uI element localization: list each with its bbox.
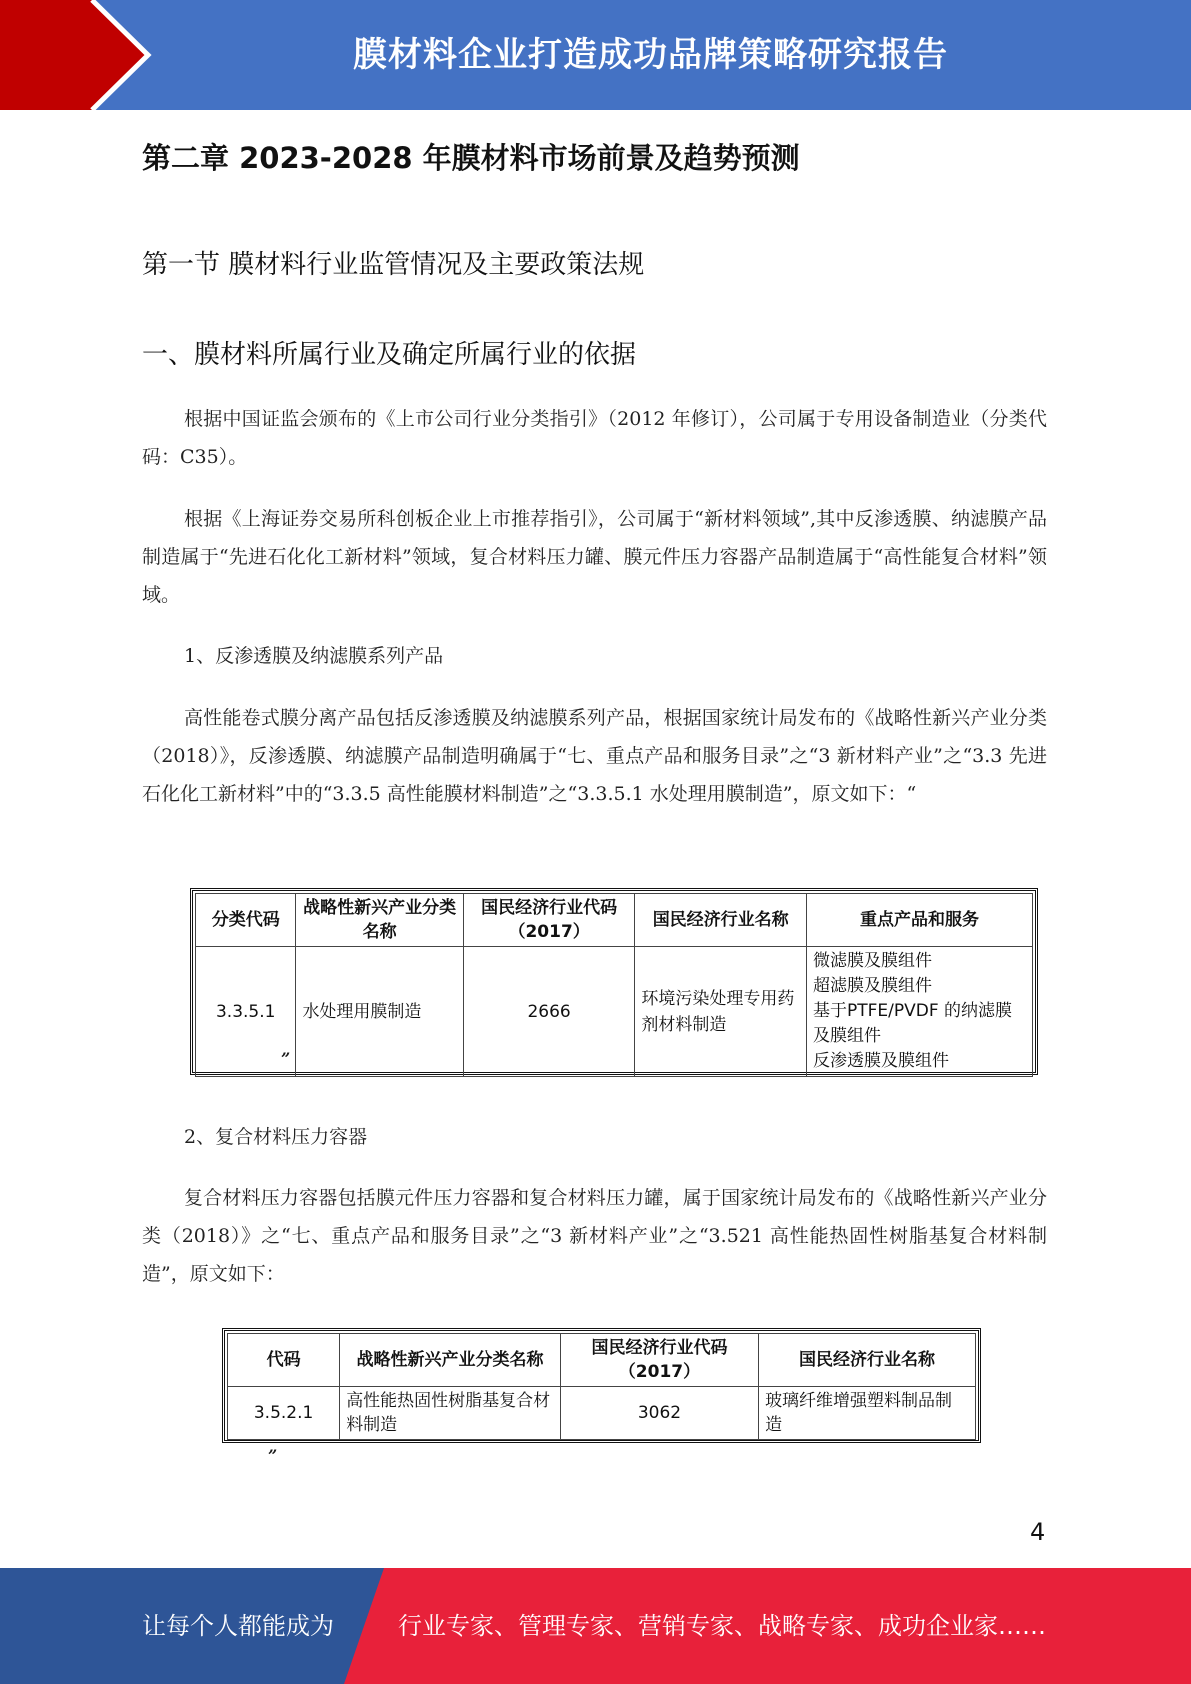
footer-slogan-left: 让每个人都能成为 [142,1612,334,1640]
table-header-cell: 国民经济行业代码（2017） [560,1334,758,1387]
table-header-row [228,1334,976,1387]
table-row [196,947,1033,1077]
table-header-cell: 国民经济行业名称 [759,1334,976,1387]
paragraph-star-market: 根据《上海证券交易所科创板企业上市推荐指引》，公司属于“新材料领域”,其中反渗透膜、纳滤膜产品制造属于“先进石化化工新材料”领域，复合材料压力罐、膜元件压力容器产品制造属于“高性能复合材料”领域。 [142,508,1047,606]
subsection-title: 一、膜材料所属行业及确定所属行业的依据 [142,340,637,370]
paragraph-pressure-vessel: 复合材料压力容器包括膜元件压力容器和复合材料压力罐，属于国家统计局发布的《战略性新兴产业分类（2018）》之“七、重点产品和服务目录”之“3 新材料产业”之“3.521 高性能热固性树脂基复合材料制造”，原文如下： [142,1187,1047,1285]
section-title: 第一节 膜材料行业监管情况及主要政策法规 [142,250,645,280]
paragraph-industry-classification: 根据中国证监会颁布的《上市公司行业分类指引》（2012 年修订），公司属于专用设备制造业（分类代码：C35）。 [142,408,1047,468]
closing-quote-mark: ” [281,1049,291,1068]
footer-slogan-right: 行业专家、管理专家、营销专家、战略专家、成功企业家…… [398,1612,1046,1640]
table-cell-category: 高性能热固性树脂基复合材料制造 [340,1387,561,1440]
classification-table-1 [190,888,1038,1075]
classification-table-2 [222,1328,981,1443]
closing-quote-mark: ” [268,1446,278,1465]
table-cell-code: 3.5.2.1 [228,1387,340,1440]
service-item: 微滤膜及膜组件 [812,951,932,971]
table-1 [195,893,1033,1077]
table-header-cell: 重点产品和服务 [806,894,1032,947]
table-header-cell: 战略性新兴产业分类名称 [340,1334,561,1387]
report-title: 膜材料企业打造成功品牌策略研究报告 [353,35,948,75]
list-item-pressure-vessel: 2、复合材料压力容器 [184,1126,368,1148]
table-cell-industry-name: 环境污染处理专用药剂材料制造 [635,947,807,1077]
service-item: 超滤膜及膜组件 [812,976,932,996]
table-header-cell: 国民经济行业代码（2017） [463,894,635,947]
table-cell-industry-code: 3062 [560,1387,758,1440]
service-item: 基于PTFE/PVDF 的纳滤膜及膜组件 [812,1001,1013,1046]
table-header-row [196,894,1033,947]
service-item: 反渗透膜及膜组件 [812,1051,949,1071]
table-header-cell: 代码 [228,1334,340,1387]
paragraph-membrane-products: 高性能卷式膜分离产品包括反渗透膜及纳滤膜系列产品，根据国家统计局发布的《战略性新兴产业分类（2018）》，反渗透膜、纳滤膜产品制造明确属于“七、重点产品和服务目录”之“3 新材料产业”之“3.3 先进石化化工新材料”中的“3.3.5 高性能膜材料制造”之“3.3.5.1 水处理用膜制造”，原文如下：“ [142,707,1047,805]
table-cell-services [806,947,1032,1077]
page-number: 4 [1030,1518,1046,1546]
table-cell-industry-name: 玻璃纤维增强塑料制品制造 [759,1387,976,1440]
table-cell-category: 水处理用膜制造 [296,947,463,1077]
table-row [228,1387,976,1440]
list-item-ro-nf-membrane: 1、反渗透膜及纳滤膜系列产品 [184,645,444,667]
footer-band [0,1568,1191,1684]
table-cell-industry-code: 2666 [463,947,635,1077]
chapter-title: 第二章 2023-2028 年膜材料市场前景及趋势预测 [142,141,800,175]
table-2 [227,1333,976,1440]
table-header-cell: 分类代码 [196,894,296,947]
table-cell-code: 3.3.5.1 [196,947,296,1077]
table-header-cell: 国民经济行业名称 [635,894,807,947]
table-header-cell: 战略性新兴产业分类名称 [296,894,463,947]
header-band [0,0,1191,110]
